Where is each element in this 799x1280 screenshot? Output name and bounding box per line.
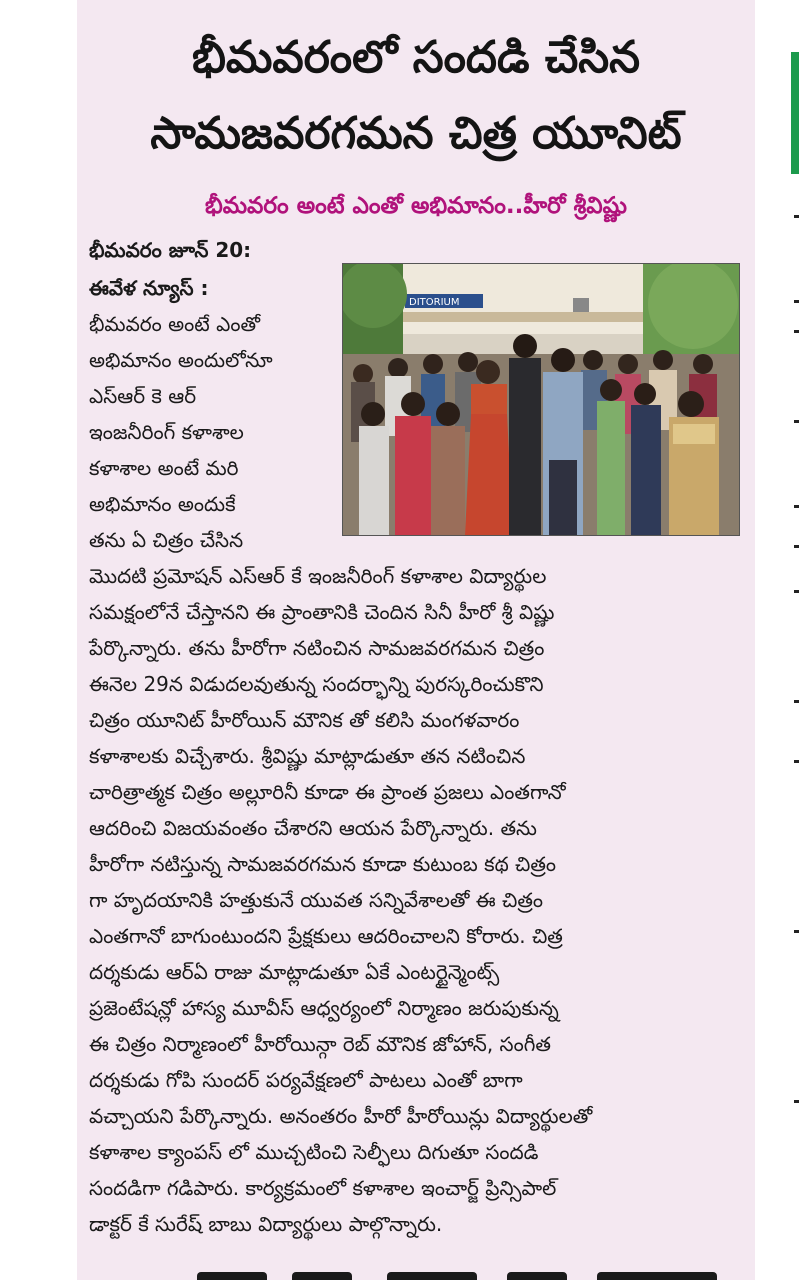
body-line: ఈనెల 29న విడుదలవుతున్న సందర్భాన్ని పురస్కరించుకొని — [89, 672, 544, 696]
body-line: ఎస్ఆర్ కె ఆర్ — [89, 384, 197, 408]
body-line: ఇంజనీరింగ్ కళాశాల — [89, 420, 244, 444]
body-line: చిత్రం యూనిట్ హీరోయిన్ మౌనిక తో కలిసి మంగళవారం — [89, 708, 520, 732]
body-line: ఈ చిత్రం నిర్మాణంలో హీరోయిన్గా రెబ్ మౌనిక జోహాన్, సంగీత — [89, 1032, 551, 1056]
body-line: ఆదరించి విజయవంతం చేశారని ఆయన పేర్కొన్నారు. తను — [89, 816, 537, 840]
body-line: వచ్చాయని పేర్కొన్నారు. అనంతరం హీరో హీరోయిన్లు విద్యార్థులతో — [89, 1104, 593, 1128]
headline-line-1: భీమవరంలో సందడి చేసిన — [191, 32, 641, 83]
subheadline: భీమవరం అంటే ఎంతో అభిమానం..హీరో శ్రీవిష్ణు — [204, 193, 628, 219]
dateline: భీమవరం జూన్ 20: — [89, 238, 252, 262]
body-line: దర్శకుడు ఆర్ఏ రాజు మాట్లాడుతూ ఏకే ఎంటర్టైన్మెంట్స్ — [89, 960, 500, 984]
body-line: ఎంతగానో బాగుంటుందని ప్రేక్షకులు ఆదరించాలని కోరారు. చిత్ర — [89, 924, 563, 948]
right-page-margin — [755, 0, 799, 1280]
body-line: హీరోగా నటిస్తున్న సామజవరగమన కూడా కుటుంబ కథ చిత్రం — [89, 852, 557, 876]
body-line: భీమవరం అంటే ఎంతో — [89, 312, 260, 336]
body-line: కళాశాల అంటే మరి — [89, 456, 239, 480]
body-line: పేర్కొన్నారు. తను హీరోగా నటించిన సామజవరగమన చిత్రం — [89, 636, 545, 660]
body-line: అభిమానం అందుకే — [89, 492, 236, 516]
body-line: సమక్షంలోనే చేస్తానని ఈ ప్రాంతానికి చెందిన సినీ హీరో శ్రీ విష్ణు — [89, 600, 555, 624]
left-page-margin — [0, 0, 77, 1280]
body-line: అభిమానం అందులోనూ — [89, 348, 273, 372]
article-photo — [342, 263, 740, 536]
news-source: ఈవేళ న్యూస్ : — [89, 276, 209, 300]
body-line: డాక్టర్ కే సురేష్ బాబు విద్యార్థులు పాల్గొన్నారు. — [89, 1212, 443, 1236]
body-line: దర్శకుడు గోపి సుందర్ పర్యవేక్షణలో పాటలు ఎంతో బాగా — [89, 1068, 523, 1092]
headline-line-2: సామజవరగమన చిత్ర యూనిట్ — [150, 108, 682, 159]
group-photo-icon — [343, 264, 739, 535]
auditorium-sign-text: DITORIUM — [409, 297, 460, 308]
body-line: కళాశాలకు విచ్చేశారు. శ్రీవిష్ణు మాట్లాడుతూ తన నటించిన — [89, 744, 526, 768]
news-article — [77, 0, 755, 1280]
body-line: సందడిగా గడిపారు. కార్యక్రమంలో కళాశాల ఇంచార్జ్ ప్రిన్సిపాల్ — [89, 1176, 557, 1200]
next-article-cutoff — [197, 1268, 737, 1280]
body-line: తను ఏ చిత్రం చేసిన — [89, 528, 244, 552]
body-line: ప్రజెంటేషన్లో హాస్య మూవీస్ ఆధ్వర్యంలో నిర్మాణం జరుపుకున్న — [89, 996, 559, 1020]
body-line: కళాశాల క్యాంపస్ లో ముచ్చటించి సెల్ఫీలు దిగుతూ సందడి — [89, 1140, 539, 1164]
body-line: చారిత్రాత్మక చిత్రం అల్లూరినీ కూడా ఈ ప్రాంత ప్రజలు ఎంతగానో — [89, 780, 566, 804]
body-line: మొదటి ప్రమోషన్ ఎస్ఆర్ కే ఇంజనీరింగ్ కళాశాల విద్యార్థుల — [89, 564, 547, 588]
adjacent-column-accent-bar — [791, 52, 799, 174]
body-line: గా హృదయానికి హత్తుకునే యువత సన్నివేశాలతో ఈ చిత్రం — [89, 888, 544, 912]
